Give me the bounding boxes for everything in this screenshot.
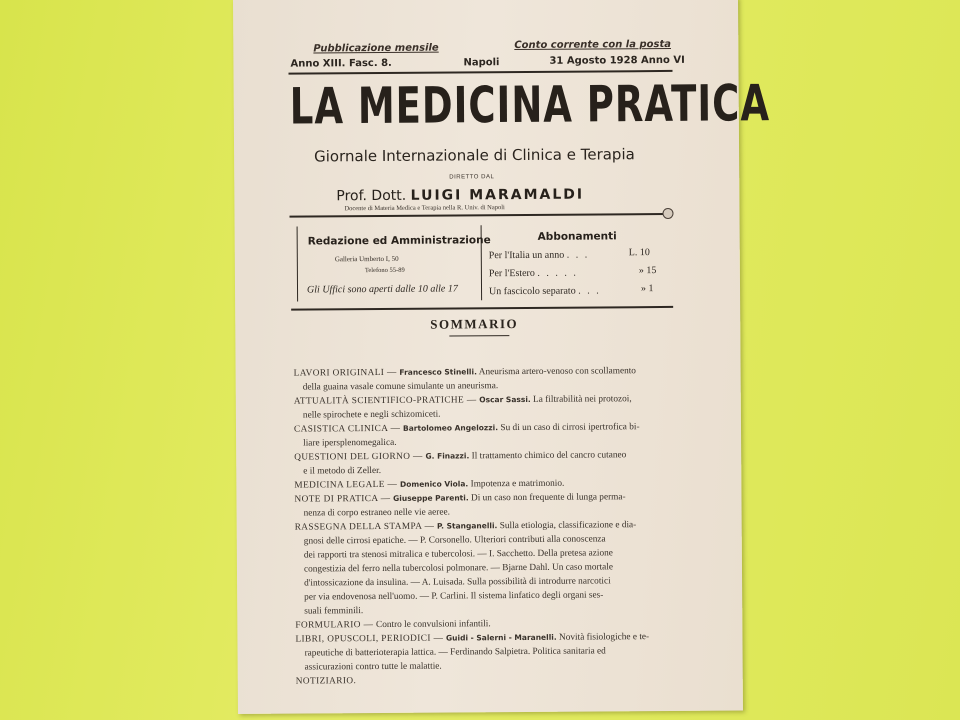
abbonamento-price-estero: » 15 xyxy=(638,265,657,277)
issue-date: 31 Agosto 1928 Anno VI xyxy=(549,54,685,67)
toc-text: nelle spirochete e negli schizomiceti. xyxy=(302,409,441,421)
toc-text: congestizia del ferro nella tubercolosi polmonare. — Bjarne Dahl. Un caso mortale xyxy=(303,562,614,575)
toc-author: Domenico Viola. xyxy=(399,479,469,489)
sommario-heading: SOMMARIO xyxy=(430,316,519,332)
toc-section: RASSEGNA DELLA STAMPA — xyxy=(294,521,438,533)
toc-text: nenza di corpo estraneo nelle vie aeree. xyxy=(303,507,450,519)
toc-text: liare ipersplenomegalica. xyxy=(303,437,397,449)
box-top-rule xyxy=(290,213,666,217)
table-of-contents xyxy=(294,364,650,688)
journal-cover-page xyxy=(233,0,771,714)
toc-text: d'intossicazione da insulina. — A. Luisada. Sulla possibilità di introdurre narcotici xyxy=(304,576,611,589)
abbonamento-dots: . . . xyxy=(566,249,590,261)
box-left-rule xyxy=(297,227,299,302)
toc-text: e il metodo di Zeller. xyxy=(303,465,382,477)
redazione-phone: Telefono 55-89 xyxy=(364,266,405,275)
abbonamento-label: Per l'Italia un anno xyxy=(488,249,565,262)
toc-text: Di un caso non frequente di lunga perma- xyxy=(468,492,626,504)
toc-text: per via endovenosa nell'uomo. — P. Carlini. Il sistema linfatico degli organi ses- xyxy=(304,590,604,603)
editor-name xyxy=(336,187,584,205)
abbonamento-dots: . . . xyxy=(578,285,601,297)
redazione-address: Galleria Umberto I, 50 xyxy=(334,254,399,264)
abbonamento-label: Per l'Estero xyxy=(488,267,535,280)
directed-by: DIRETTO DAL xyxy=(449,174,495,181)
toc-text: Il trattamento chimico del cancro cutaneo xyxy=(469,450,627,462)
editor-surname: LUIGI MARAMALDI xyxy=(410,186,585,204)
abbonamento-label: Un fascicolo separato xyxy=(489,285,576,298)
toc-section: LAVORI ORIGINALI — xyxy=(293,367,400,379)
journal-title: LA MEDICINA PRATICA xyxy=(289,74,771,136)
toc-line xyxy=(294,490,648,506)
toc-text: Contro le convulsioni infantili. xyxy=(375,619,491,631)
abbonamento-price-fascicolo: » 1 xyxy=(640,283,654,295)
toc-line xyxy=(294,364,648,380)
toc-line xyxy=(294,392,648,408)
toc-section: CASISTICA CLINICA — xyxy=(293,423,404,435)
box-bottom-rule xyxy=(291,306,673,310)
publication-note: Pubblicazione mensile xyxy=(313,42,439,55)
toc-line xyxy=(294,420,648,436)
abbonamento-price-italia: L. 10 xyxy=(628,247,650,259)
toc-text: Novità fisiologiche e te- xyxy=(556,632,650,643)
abbonamenti-heading: Abbonamenti xyxy=(537,230,617,243)
toc-line xyxy=(296,672,650,688)
toc-line xyxy=(294,448,648,464)
toc-author: Bartolomeo Angelozzi. xyxy=(402,423,499,433)
ornament-dot-icon xyxy=(662,208,673,219)
toc-author: G. Finazzi. xyxy=(425,451,470,461)
toc-section: MEDICINA LEGALE — xyxy=(294,479,401,491)
abbonamento-row-estero xyxy=(489,268,578,280)
abbonamento-row-fascicolo xyxy=(489,285,601,297)
toc-section: QUESTIONI DEL GIORNO — xyxy=(294,451,426,463)
toc-author: Oscar Sassi. xyxy=(479,394,531,405)
toc-section: NOTIZIARIO. xyxy=(295,676,357,687)
office-hours: Gli Uffici sono aperti dalle 10 alle 17 xyxy=(306,283,458,296)
header-rule xyxy=(289,70,673,74)
editor-prefix: Prof. Dott. xyxy=(336,187,407,205)
toc-author: P. Stanganelli. xyxy=(436,521,498,531)
toc-line xyxy=(296,644,650,660)
toc-text: La filtrabilità nei protozoi, xyxy=(530,394,632,405)
city: Napoli xyxy=(463,57,500,69)
toc-text: gnosi delle cirrosi epatiche. — P. Corsonello. Ulteriori contributi alla conoscenza xyxy=(303,534,606,547)
toc-author: Giuseppe Parenti. xyxy=(393,493,469,503)
toc-section: LIBRI, OPUSCOLI, PERIODICI — xyxy=(295,633,447,645)
account-note: Conto corrente con la posta xyxy=(514,38,671,52)
abbonamento-dots: . . . . . xyxy=(537,267,578,279)
abbonamento-row-italia xyxy=(489,250,589,262)
editor-title: Docente di Materia Medica e Terapia nella R. Univ. di Napoli xyxy=(344,204,505,213)
toc-section: NOTE DI PRATICA — xyxy=(294,493,394,505)
sommario-underline xyxy=(449,335,509,336)
toc-line xyxy=(295,588,649,604)
toc-text: dei rapporti tra stenosi mitralica e tubercolosi. — I. Sacchetto. Della pretesa azione xyxy=(303,548,613,561)
toc-text: suali femminili. xyxy=(304,606,364,617)
toc-text: Impotenza e matrimonio. xyxy=(468,478,565,490)
toc-text: della guaina vasale comune simulante un aneurisma. xyxy=(302,381,499,393)
toc-text: assicurazioni contro tutte le malattie. xyxy=(304,661,442,673)
issue-number: Anno XIII. Fasc. 8. xyxy=(290,57,392,70)
toc-section: ATTUALITÀ SCIENTIFICO-PRATICHE — xyxy=(293,395,480,407)
redazione-heading: Redazione ed Amministrazione xyxy=(307,234,491,248)
toc-section: FORMULARIO — xyxy=(295,620,377,631)
toc-author: Guidi - Salerni - Maranelli. xyxy=(445,632,557,643)
toc-text: rapeutiche di batterioterapia lattica. — Ferdinando Salpietra. Politica sanitaria ed xyxy=(304,646,606,659)
toc-text: Aneurisma artero-venoso con scollamento xyxy=(476,366,636,378)
journal-subtitle: Giornale Internazionale di Clinica e Terapia xyxy=(314,145,635,166)
toc-author: Francesco Stinelli. xyxy=(399,367,477,377)
toc-text: Sulla etiologia, classificazione e dia- xyxy=(497,520,637,532)
toc-text: Su di un caso di cirrosi ipertrofica bi- xyxy=(498,422,640,434)
